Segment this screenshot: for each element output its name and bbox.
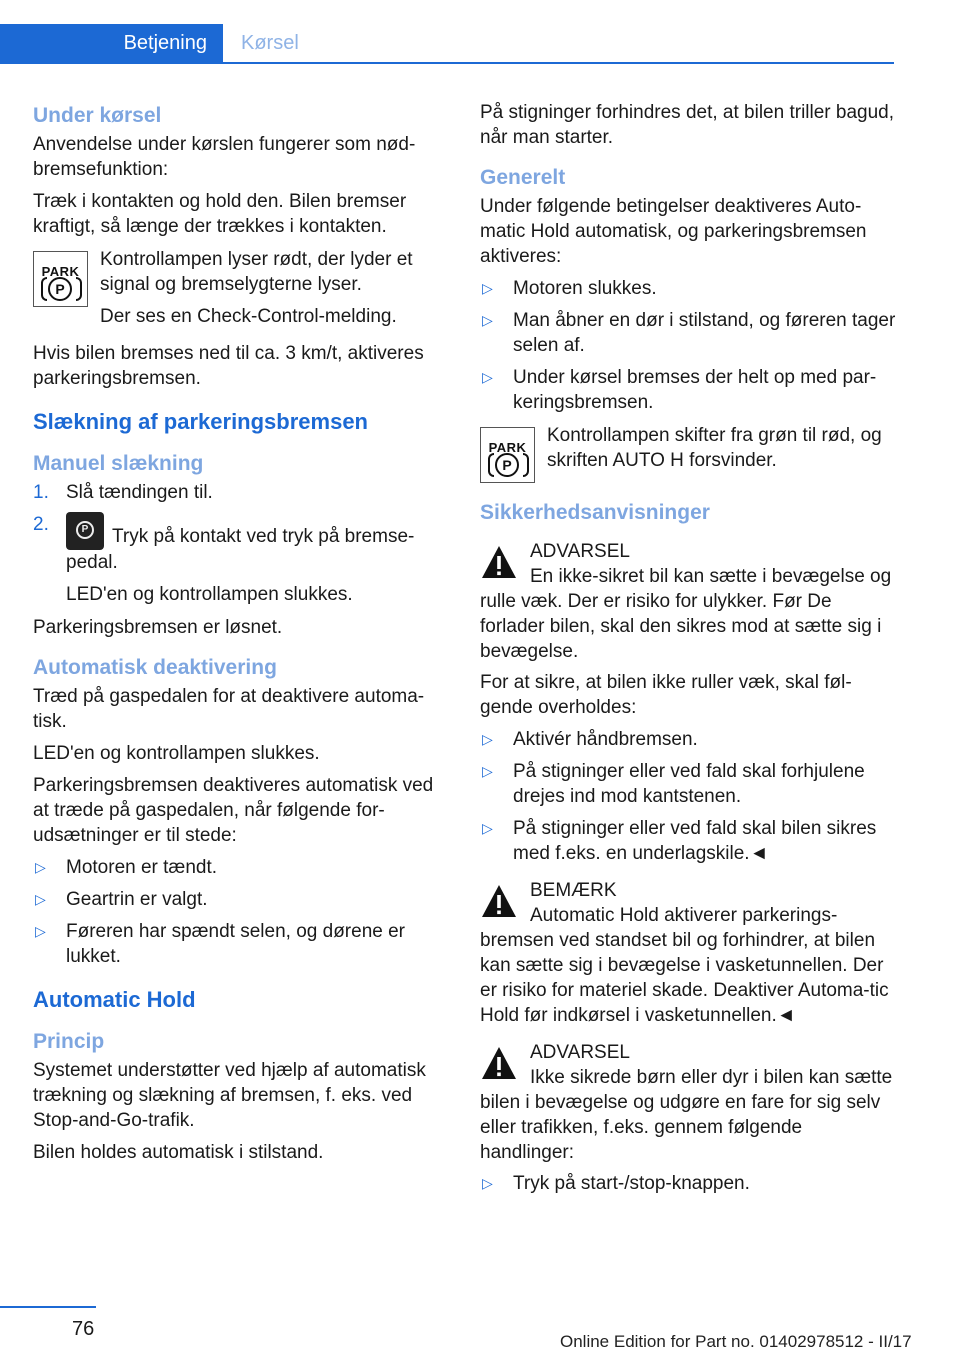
- safety-list: [480, 727, 898, 866]
- parking-brake-button-icon: P: [66, 512, 104, 550]
- list-item: ▷ Geartrin er valgt.: [33, 887, 451, 912]
- header-tabs: [0, 24, 894, 64]
- warning-triangle-icon: [480, 543, 518, 581]
- warning-triangle-icon: [480, 1044, 518, 1082]
- deactivation-list: [480, 276, 898, 415]
- paragraph: Systemet understøtter ved hjælp af automatisk trækning og slækning af bremsen, f. eks. ved Stop-and-Go-trafik.: [33, 1060, 426, 1131]
- park-indicator-note: [480, 423, 898, 485]
- warning-text: Ikke sikrede børn eller dyr i bilen kan sætte bilen i bevægelse og udgøre en fare for sig selv eller trafikken, f.eks. gennem følgende handlinger:: [480, 1067, 893, 1163]
- paragraph: Hvis bilen bremses ned til ca. 3 km/t, aktiveres parkeringsbremsen.: [33, 343, 424, 389]
- paragraph: Parkeringsbremsen er løsnet.: [33, 617, 283, 638]
- heading-automatic-hold: Automatic Hold: [33, 987, 196, 1012]
- heading-princip: Princip: [33, 1030, 105, 1053]
- park-indicator-note: [33, 247, 451, 329]
- list-item: ▷ Under kørsel bremses der helt op med par-keringsbremsen.: [480, 365, 898, 415]
- warning-block: [480, 539, 898, 664]
- warning-triangle-icon: [480, 882, 518, 920]
- paragraph: Parkeringsbremsen deaktiveres automatisk ved at træde på gaspedalen, når følgende for-udsætninger er til stede:: [33, 775, 434, 846]
- footer-rule: [0, 1306, 96, 1308]
- park-brake-icon: PARK P: [33, 251, 88, 307]
- list-item: ▷ Aktivér håndbremsen.: [480, 727, 898, 752]
- right-column: [480, 100, 898, 1204]
- list-item: ▷ Motoren er tændt.: [33, 855, 451, 880]
- indicator-text: Der ses en Check-Control-melding.: [100, 306, 397, 327]
- warning-title: ADVARSEL: [530, 1042, 630, 1063]
- indicator-text: Kontrollampen skifter fra grøn til rød, og skriften AUTO H forsvinder.: [547, 425, 882, 471]
- heading-slaekning: Slækning af parkeringsbremsen: [33, 409, 368, 434]
- paragraph: På stigninger forhindres det, at bilen triller bagud, når man starter.: [480, 102, 895, 148]
- list-item: ▷ Motoren slukkes.: [480, 276, 898, 301]
- heading-automatisk-deaktivering: Automatisk deaktivering: [33, 656, 277, 679]
- warning-block: [480, 1040, 898, 1165]
- heading-sikkerhedsanvisninger: Sikkerhedsanvisninger: [480, 501, 710, 524]
- list-item: ▷ På stigninger eller ved fald skal bilen sikres med f.eks. en underlagskile.◄: [480, 816, 898, 866]
- paragraph: Træd på gaspedalen for at deaktivere automa-tisk.: [33, 686, 425, 732]
- paragraph: For at sikre, at bilen ikke ruller væk, skal føl-gende overholdes:: [480, 672, 852, 718]
- list-item: ▷ Tryk på start-/stop-knappen.: [480, 1171, 898, 1196]
- tab-betjening[interactable]: Betjening: [0, 24, 223, 62]
- heading-generelt: Generelt: [480, 166, 566, 189]
- page-number: 76: [72, 1318, 95, 1340]
- heading-under-korsel: Under kørsel: [33, 104, 162, 127]
- tab-korsel[interactable]: Kørsel: [241, 32, 299, 54]
- steps-list: [33, 480, 451, 607]
- step-result: LED'en og kontrollampen slukkes.: [66, 584, 353, 605]
- left-column: [33, 100, 451, 1172]
- paragraph: LED'en og kontrollampen slukkes.: [33, 743, 320, 764]
- list-item: 2. P Tryk på kontakt ved tryk på bremse-pedal.: [33, 514, 415, 573]
- list-item: ▷ Føreren har spændt selen, og dørene er lukket.: [33, 919, 451, 969]
- paragraph: Bilen holdes automatisk i stilstand.: [33, 1142, 324, 1163]
- park-brake-icon: PARK P: [480, 427, 535, 483]
- notice-text: Automatic Hold aktiverer parkerings-bremsen ved standset bil og forhindrer, at bilen kan sætte sig i bevægelse i vasketunnellen. Der er risiko for materiel skade. Deaktiver Automa-tic Hold før indkørsel i vasketunnellen.◄: [480, 905, 889, 1026]
- list-item: 1. Slå tændingen til.: [33, 482, 213, 503]
- indicator-text: Kontrollampen lyser rødt, der lyder et signal og bremselygterne lyser.: [100, 249, 413, 295]
- notice-title: BEMÆRK: [530, 880, 617, 901]
- conditions-list: [33, 855, 451, 969]
- paragraph: Træk i kontakten og hold den. Bilen bremser kraftigt, så længe der trækkes i kontakten.: [33, 191, 407, 237]
- list-item: ▷ Man åbner en dør i stilstand, og føreren tager selen af.: [480, 308, 898, 358]
- warning-title: ADVARSEL: [530, 541, 630, 562]
- warning-text: En ikke-sikret bil kan sætte i bevægelse og rulle væk. Der er risiko for ulykker. Før De forlader bilen, skal den sikres mod at sætte sig i bevægelse.: [480, 566, 892, 662]
- notice-block: [480, 878, 898, 1028]
- edition-info: Online Edition for Part no. 01402978512 - II/17: [560, 1332, 912, 1351]
- heading-manuel-slaekning: Manuel slækning: [33, 452, 204, 475]
- paragraph: Anvendelse under kørslen fungerer som nød-bremsefunktion:: [33, 134, 416, 180]
- action-list: [480, 1171, 898, 1196]
- list-item: ▷ På stigninger eller ved fald skal forhjulene drejes ind mod kantstenen.: [480, 759, 898, 809]
- paragraph: Under følgende betingelser deaktiveres Auto-matic Hold automatisk, og parkeringsbremsen aktiveres:: [480, 196, 867, 267]
